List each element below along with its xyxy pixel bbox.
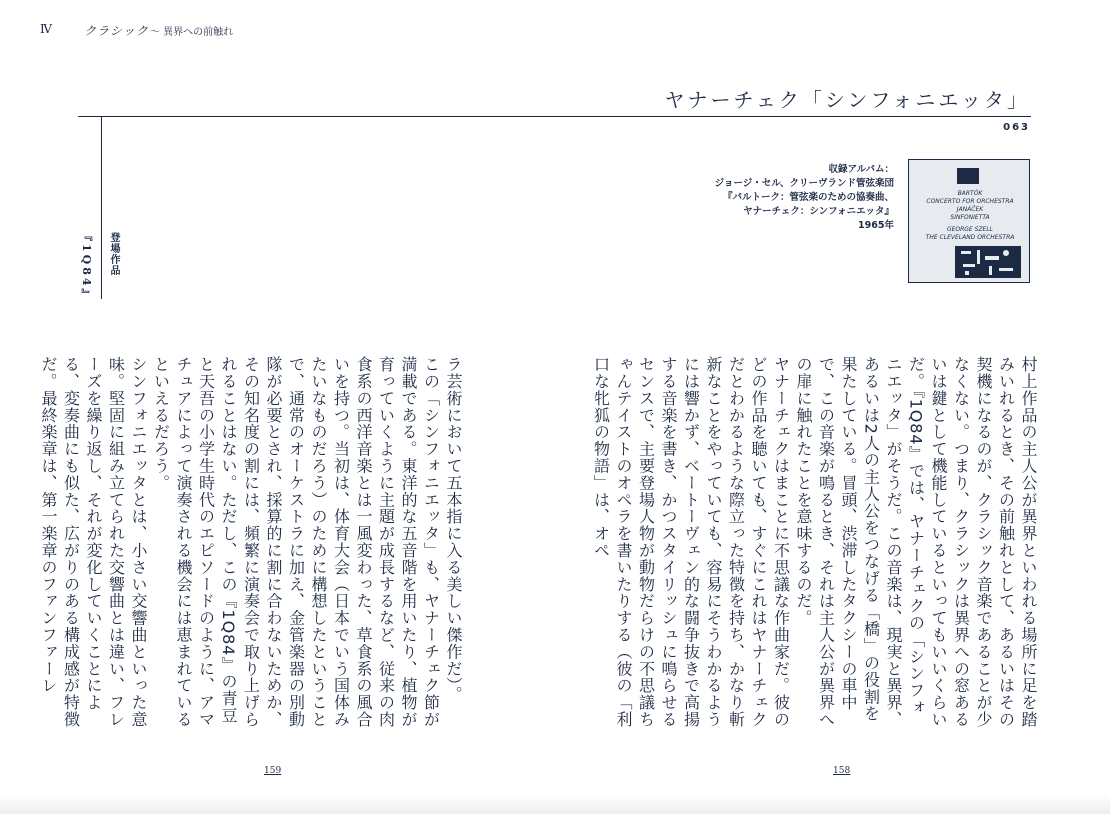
paragraph: シンフォニエッタとは、小さい交響曲といった意味。堅固に組み立てられた交響曲とは違い、フレーズを繰り返し、それが変化していくことによる、変奏曲にも似た、広がりのある構成感が特徴だ。最終楽章は、第一楽章のファンファーレ [39, 356, 148, 728]
chapter-number: Ⅳ [40, 22, 52, 36]
page-number-right: 158 [833, 766, 851, 776]
paragraph: この「シンフォニエッタ」も、ヤナーチェク節が満載である。東洋的な五音階を用いたり、植物が育っていくように主題が成長するなど、従来の肉食系の西洋音楽とは一風変わった、草食系の風合いを持つ。当初は、体育大会（日本でいう国体みたいなものだろう）のために構想したということで、通常のオーケストラに加え、金管楽器の別動隊が必要とされ、採算的に割に合わないためか、その知名度の割には、頻繁に演奏会で取り上げられることはない。ただし、この『1Q84』の青豆と天吾の小学生時代のエピソードのように、アマチュアによって演奏される機会には恵まれているといえるだろう。 [151, 356, 441, 728]
work-title: 『1Q84』 [80, 230, 93, 303]
album-cover [908, 159, 1030, 283]
left-page-body [39, 356, 464, 728]
cover-text-top: BARTÓK CONCERTO FOR ORCHESTRA JANÁČEK SINFONIETTA [926, 190, 1014, 221]
album-info [715, 163, 894, 233]
paragraph: ヤナーチェクはまことに不思議な作曲家だ。彼のどの作品を聴いても、すぐにこれはヤナーチェクだとわかるような際立った特徴を持ち、かなり斬新なことをやっていても、容易にそうわかるようには響かず、ベートーヴェン的な闘争抜きで高揚する音楽を書き、かつスタイリッシュに鳴らせるセンスで、主要登場人物が動物だらけの不思議ちゃんテイストのオペラを書いたりする（彼の「利口な牝狐の物語」は、オペ [591, 356, 791, 728]
entry-number: 063 [1003, 122, 1030, 133]
paragraph: 村上作品の主人公が異界といわれる場所に足を踏みいれるとき、その前触れとして、あるいはその契機になるのが、クラシック音楽であることが少なくない。つまり、クラシックは異界への窓あるいは鍵として機能しているといってもいいくらいだ。『1Q84』では、ヤナーチェクの「シンフォニエッタ」がそうだ。この音楽は、現実と異界、あるいは2人の主人公をつなげる「橋」の役割を果たしている。冒頭、渋滞したタクシーの車中で、この音楽が鳴るとき、それは主人公が異界への扉に触れたことを意味するのだ。 [794, 356, 1038, 728]
album-performer: ジョージ・セル、クリーヴランド管弦楽団 [714, 178, 894, 189]
section-name: クラシック [84, 24, 149, 38]
title-rule [78, 116, 1031, 117]
album-title-line2: ヤナーチェク：シンフォニエッタ』 [743, 206, 894, 217]
section-subtitle: 〜 異界への前触れ [150, 27, 234, 38]
vertical-rule [101, 116, 102, 299]
right-page-body [591, 356, 1039, 728]
label-logo-icon [957, 168, 979, 184]
page-edge-shadow [0, 794, 1110, 814]
page-number-left: 159 [264, 766, 282, 776]
album-heading: 収録アルバム： [828, 164, 894, 175]
cover-text-bottom: GEORGE SZELL THE CLEVELAND ORCHESTRA [925, 226, 1015, 241]
paragraph: ラ芸術において五本指に入る美しい傑作だ）。 [444, 356, 463, 703]
work-label: 登場作品 [108, 232, 119, 276]
cover-artwork [955, 246, 1021, 278]
album-title-line1: 『バルトーク：管弦楽のための協奏曲、 [722, 192, 894, 203]
album-year: 1965年 [858, 220, 894, 231]
article-title: ヤナーチェク「シンフォニエッタ」 [664, 88, 1030, 112]
